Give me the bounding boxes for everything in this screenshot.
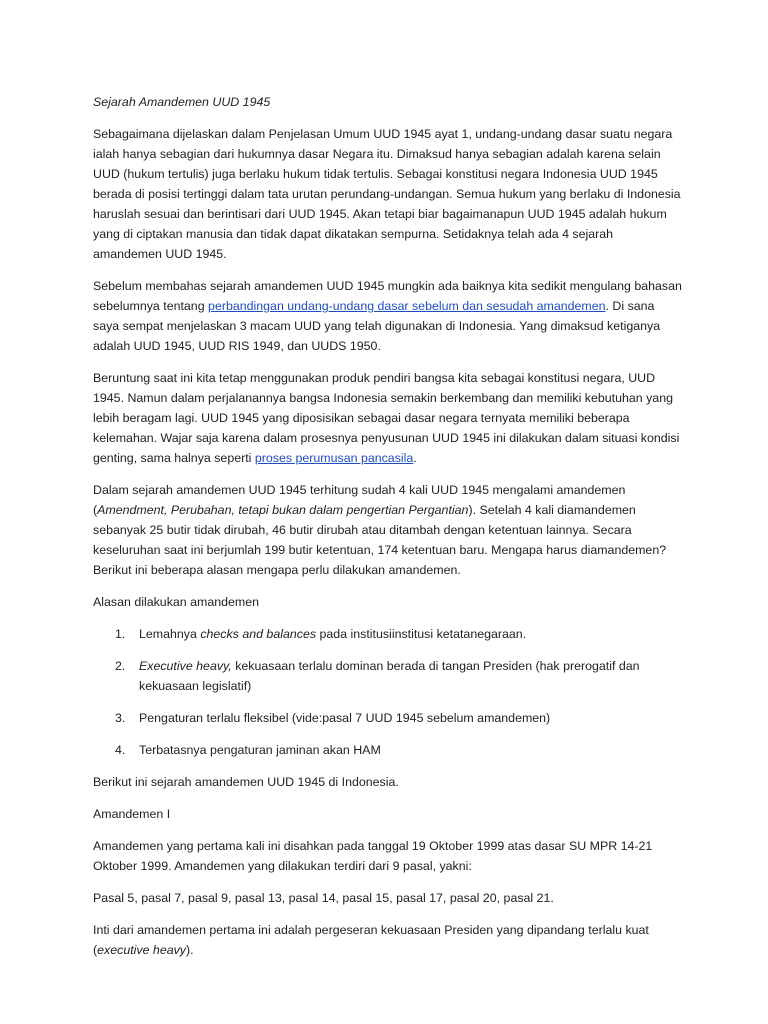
paragraph-text: . Di sana saya sempat menjelaskan 3 macam UUD yang telah digunakan di Indonesia. Yang dimaksud ketiganya adalah UUD 1945, UUD RIS 1949, dan UUDS 1950. [93,299,661,353]
paragraph-previous-topic [93,276,683,356]
paragraph-italic-text: Amendment, Perubahan, tetapi bukan dalam pengertian Pergantian [97,503,469,517]
paragraph-amandemen-1-core [93,920,683,960]
paragraph-amandemen-1-date: Amandemen yang pertama kali ini disahkan pada tanggal 19 Oktober 1999 atas dasar SU MPR 14-21 Oktober 1999. Amandemen yang dilakukan terdiri dari 9 pasal, yakni: [93,839,653,873]
list-item: 1. Lemahnya checks and balances pada institusiinstitusi ketatanegaraan. [93,624,683,644]
paragraph-text: Beruntung saat ini kita tetap menggunakan produk pendiri bangsa kita sebagai konstitusi negara, UUD 1945. Namun dalam perjalanannya bangsa Indonesia semakin berkembang dan memiliki kebutuhan yang lebih beragam lagi. UUD 1945 yang diposisikan sebagai dasar negara ternyata memiliki beberapa kelemahan. Wajar saja karena dalam prosesnya penyusunan UUD 1945 ini dilakukan dalam situasi kondisi genting, sama halnya seperti [93,371,680,465]
paragraph-text: Dalam sejarah amandemen UUD 1945 terhitung sudah 4 kali UUD 1945 mengalami amandemen ( [93,483,626,517]
section-heading-alasan: Alasan dilakukan amandemen [93,595,260,609]
paragraph-text: . [413,451,417,465]
paragraph-amandemen-1-pasal: Pasal 5, pasal 7, pasal 9, pasal 13, pasal 14, pasal 15, pasal 17, pasal 20, pasal 21. [93,891,554,905]
link-perbandingan-uud[interactable]: perbandingan undang-undang dasar sebelum dan sesudah amandemen [208,299,606,313]
paragraph-history-intro: Berikut ini sejarah amandemen UUD 1945 di Indonesia. [93,775,399,789]
list-item: 4. Terbatasnya pengaturan jaminan akan HAM [93,740,683,760]
link-proses-perumusan-pancasila[interactable]: proses perumusan pancasila [254,451,414,465]
list-item: 3. Pengaturan terlalu fleksibel (vide:pasal 7 UUD 1945 sebelum amandemen) [93,708,683,728]
paragraph-text: Inti dari amandemen pertama ini adalah pergeseran kekuasaan Presiden yang dipandang terlalu kuat ( [93,923,649,957]
list-number: 2. [115,659,126,673]
list-number: 4. [115,743,126,757]
paragraph-text: Sebelum membahas sejarah amandemen UUD 1945 mungkin ada baiknya kita sedikit mengulang bahasan sebelumnya tentang [93,279,682,313]
list-number: 3. [115,711,126,725]
paragraph-amendment-count [93,480,683,580]
paragraph-text: ). [186,943,194,957]
paragraph-weakness [93,368,683,468]
section-heading-amandemen-1: Amandemen I [93,807,171,821]
paragraph-italic-text: executive heavy [97,943,186,957]
list-number: 1. [115,627,126,641]
paragraph-text: ). Setelah 4 kali diamandemen sebanyak 25 butir tidak dirubah, 46 butir dirubah atau ditambah dengan ketentuan lainnya. Secara keseluruhan saat ini berjumlah 199 butir ketentuan, 174 ketentuan baru. Mengapa harus diamandemen? Berikut ini beberapa alasan mengapa perlu dilakukan amandemen. [93,503,667,577]
paragraph-intro: Sebagaimana dijelaskan dalam Penjelasan Umum UUD 1945 ayat 1, undang-undang dasar suatu negara ialah hanya sebagian dari hukumnya dasar Negara itu. Dimaksud hanya sebagian adalah karena selain UUD (hukum tertulis) juga berlaku hukum tidak tertulis. Sebagai konstitusi negara Indonesia UUD 1945 berada di posisi tertinggi dalam tata urutan perundang-undangan. Semua hukum yang berlaku di Indonesia haruslah sesuai dan berintisari dari UUD 1945. Akan tetapi biar bagaimanapun UUD 1945 adalah hukum yang di ciptakan manusia dan tidak dapat dikatakan sempurna. Setidaknya telah ada 4 sejarah amandemen UUD 1945. [93,127,681,261]
document-title: Sejarah Amandemen UUD 1945 [93,95,271,109]
document-body [93,92,683,972]
list-item: 2. Executive heavy, kekuasaan terlalu dominan berada di tangan Presiden (hak prerogatif dan kekuasaan legislatif) [93,656,683,696]
reasons-list [93,624,683,760]
